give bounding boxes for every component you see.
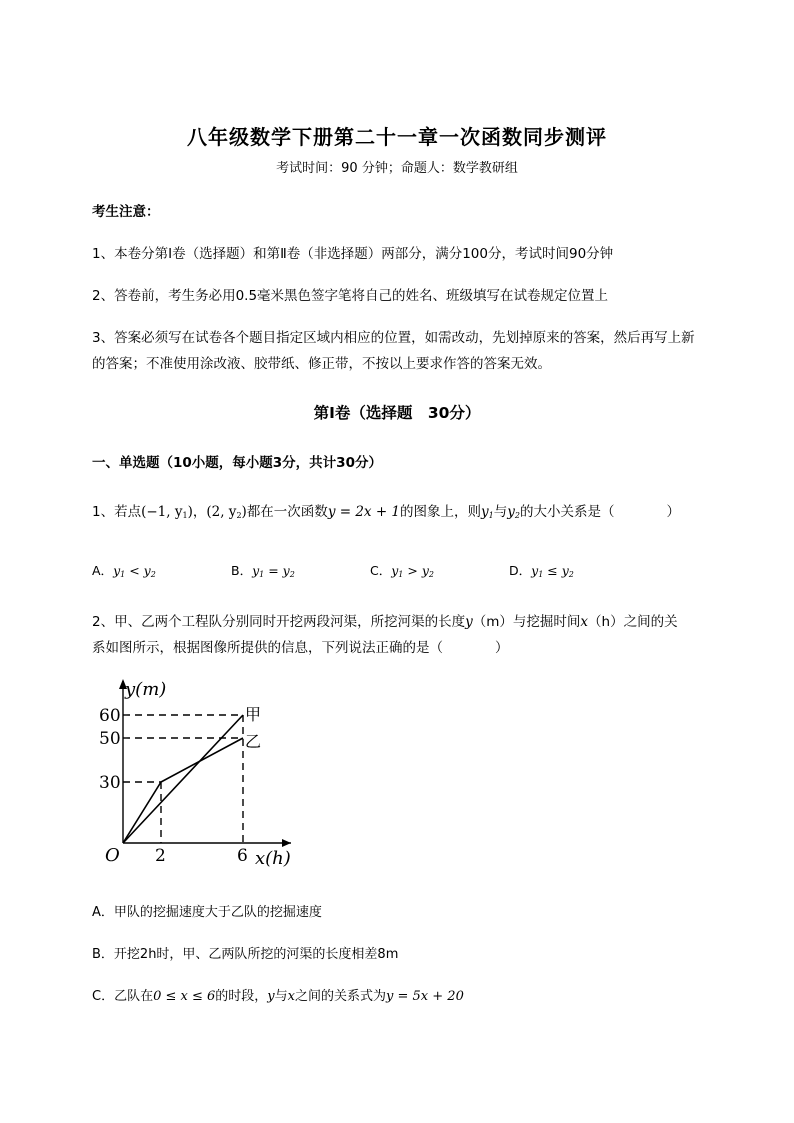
q1-text-4: 与	[493, 504, 508, 520]
x-axis-label: x(h)	[255, 848, 291, 869]
notice-item-1: 1、本卷分第Ⅰ卷（选择题）和第Ⅱ卷（非选择题）两部分，满分100分，考试时间90分钟	[92, 246, 614, 262]
part-heading: 一、单选题（10小题，每小题3分，共计30分）	[92, 455, 382, 471]
notice-heading: 考生注意：	[92, 204, 160, 220]
q1-text-6: ）	[666, 504, 680, 520]
q2c-text-b: 的时段，	[215, 989, 268, 1004]
notice-item-2: 2、答卷前，考生务必用0.5毫米黑色签字笔将自己的姓名、班级填写在试卷规定位置上	[92, 288, 609, 304]
q2c-range: 0 ≤ x ≤ 6	[153, 989, 216, 1004]
q2c-text-d: 之间的关系式为	[295, 989, 387, 1004]
point-b: (2, $y_2$)	[206, 504, 247, 520]
notice-item-3-cont: 的答案；不准使用涂改液、胶带纸、修正带，不按以上要求作答的答案无效。	[92, 356, 551, 372]
q2-text-e: ）	[495, 640, 509, 656]
q1-option-b[interactable]: B．$y_1 = y_2$	[231, 563, 295, 579]
exam-info: 考试时间：90 分钟；命题人：数学教研组	[276, 161, 518, 176]
q2-text-d: 系如图所示，根据图像所提供的信息，下列说法正确的是（	[92, 640, 443, 656]
q2c-text-c: 与	[274, 989, 288, 1004]
q1-function: y = 2x + 1	[327, 504, 401, 520]
q1-option-a[interactable]: A．$y_1 < y_2$	[92, 563, 156, 579]
q2-text-a: 2、甲、乙两个工程队分别同时开挖两段河渠，所挖河渠的长度	[92, 614, 466, 630]
question-1	[92, 500, 680, 520]
y-tick-50: 50	[99, 729, 121, 749]
line-jia	[123, 715, 243, 843]
q2-option-a[interactable]: A．甲队的挖掘速度大于乙队的挖掘速度	[92, 905, 322, 920]
question-2-line-1	[92, 610, 678, 630]
q2-option-b[interactable]: B．开挖2h时，甲、乙两队所挖的河渠的长度相差8m	[92, 947, 399, 962]
q1-text: 1、若点	[92, 504, 142, 520]
label-jia: 甲	[245, 705, 262, 724]
section-title: 第Ⅰ卷（选择题 30分）	[313, 404, 481, 422]
q2c-expr: y = 5x + 20	[386, 989, 464, 1004]
y-tick-60: 60	[99, 706, 121, 726]
q2-text-b: （m）与挖掘时间	[472, 614, 581, 630]
q1-option-c[interactable]: C．$y_1 > y_2$	[370, 563, 434, 579]
page-title: 八年级数学下册第二十一章一次函数同步测评	[187, 125, 607, 149]
line-yi	[123, 738, 243, 843]
q1-comma: ，	[192, 504, 207, 520]
q2-option-c[interactable]	[92, 985, 464, 1004]
q1-y2: $y_2$	[507, 504, 520, 520]
point-a: (−1, $y_1$)	[141, 504, 193, 520]
label-yi: 乙	[245, 732, 262, 751]
q1-text-5: 的大小关系是（	[520, 504, 615, 520]
line-graph-figure	[95, 675, 300, 875]
y-tick-30: 30	[99, 773, 121, 793]
notice-item-3: 3、答案必须写在试卷各个题目指定区域内相应的位置，如需改动，先划掉原来的答案，然后再写上新	[92, 330, 695, 346]
q2-text-c: （h）之间的关	[588, 614, 678, 630]
q2-var-x: x	[580, 614, 589, 630]
question-2-line-2	[92, 636, 509, 656]
x-axis-arrow	[282, 839, 291, 847]
origin-label: O	[105, 845, 120, 866]
q1-option-d[interactable]: D．$y_1 \le y_2$	[509, 563, 574, 579]
x-tick-6: 6	[237, 846, 248, 866]
q1-y1: $y_1$	[481, 504, 494, 520]
x-tick-2: 2	[155, 846, 166, 866]
q2-var-y: y	[465, 614, 473, 630]
q2c-var-x: x	[287, 989, 296, 1004]
q1-text-2: 都在一次函数	[246, 504, 328, 520]
y-axis-label: y(m)	[125, 679, 167, 700]
q2c-var-y: y	[267, 989, 275, 1004]
q1-text-3: 的图象上，则	[400, 504, 482, 520]
q2c-text-a: C．乙队在	[92, 989, 154, 1004]
